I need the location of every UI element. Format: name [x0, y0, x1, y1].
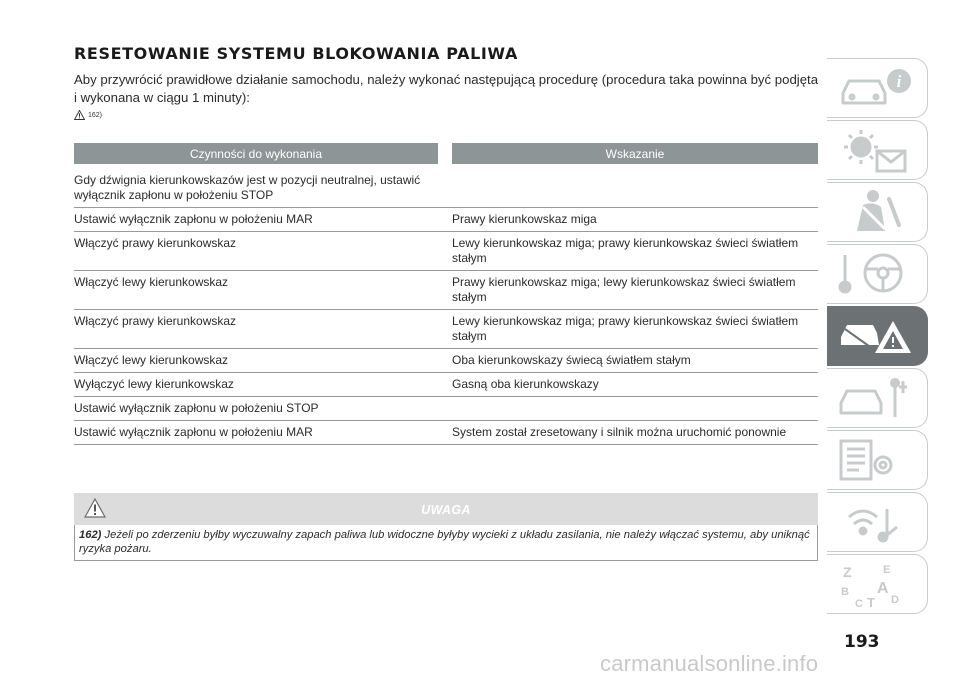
table-row — [74, 397, 818, 421]
indication-cell: Prawy kierunkowskaz miga — [452, 208, 818, 232]
alphabetical-index-icon — [833, 559, 921, 611]
action-cell: Ustawić wyłącznik zapłonu w położeniu STOP — [74, 397, 438, 421]
car-info-icon — [833, 63, 921, 115]
action-cell: Ustawić wyłącznik zapłonu w położeniu MAR — [74, 208, 438, 232]
page-number: 193 — [844, 632, 880, 652]
tab-starting-driving[interactable] — [827, 244, 928, 304]
note-reference[interactable] — [74, 110, 102, 120]
svg-text:D: D — [891, 594, 899, 606]
car-maintenance-icon — [833, 373, 921, 425]
indication-cell: Gasną oba kierunkowskazy — [452, 373, 818, 397]
note-reference-label: 162) — [88, 111, 103, 119]
indication-cell — [452, 164, 818, 208]
action-cell: Ustawić wyłącznik zapłonu w położeniu MAR — [74, 421, 438, 445]
tab-maintenance[interactable] — [827, 368, 928, 428]
lights-message-icon — [833, 125, 921, 177]
svg-text:B: B — [841, 586, 849, 598]
technical-data-icon — [833, 435, 921, 487]
warning-box — [74, 493, 818, 561]
indication-cell: Lewy kierunkowskaz miga; prawy kierunkowskaz świeci światłem stałym — [452, 310, 818, 349]
action-cell: Włączyć lewy kierunkowskaz — [74, 271, 438, 310]
svg-text:E: E — [883, 564, 891, 576]
table-row — [74, 421, 818, 445]
warning-triangle-icon — [74, 110, 85, 120]
key-steering-wheel-icon — [833, 249, 921, 301]
tab-technical-data[interactable] — [827, 430, 928, 490]
emergency-breakdown-icon — [833, 311, 921, 363]
warning-title: UWAGA — [421, 503, 471, 517]
action-cell: Włączyć prawy kierunkowskaz — [74, 310, 438, 349]
indication-cell: Prawy kierunkowskaz miga; lewy kierunkowskaz świeci światłem stałym — [452, 271, 818, 310]
watermark: carmanualsonline.info — [600, 651, 819, 676]
indication-cell: Oba kierunkowskazy świecą światłem stałym — [452, 349, 818, 373]
table-row — [74, 164, 818, 208]
svg-text:C: C — [855, 598, 863, 610]
warning-text — [74, 525, 818, 561]
section-title: RESETOWANIE SYSTEMU BLOKOWANIA PALIWA — [74, 44, 518, 63]
tab-emergency[interactable] — [827, 306, 928, 366]
intro-paragraph: Aby przywrócić prawidłowe działanie samochodu, należy wykonać następującą procedurę (procedura taka powinna być podjęta i wykonana w ciągu 1 minuty): — [74, 72, 819, 105]
multimedia-icon — [833, 497, 921, 549]
tab-multimedia[interactable] — [827, 492, 928, 552]
svg-text:T: T — [867, 595, 875, 610]
column-header-indication: Wskazanie — [452, 143, 818, 164]
indication-cell — [452, 397, 818, 421]
action-cell: Wyłączyć lewy kierunkowskaz — [74, 373, 438, 397]
svg-text:Z: Z — [843, 564, 852, 580]
table-row — [74, 310, 818, 349]
safety-seatbelt-icon — [833, 187, 921, 239]
table-row — [74, 232, 818, 271]
warning-message: Jeżeli po zderzeniu byłby wyczuwalny zapach paliwa lub widoczne byłyby wycieki z układu zasilania, nie należy włączać systemu, aby uniknąć ryzyka pożaru. — [79, 529, 810, 555]
procedure-table — [74, 143, 818, 445]
warning-header — [74, 493, 818, 525]
tab-index[interactable] — [827, 554, 928, 614]
warning-number: 162) — [79, 529, 102, 541]
indication-cell: Lewy kierunkowskaz miga; prawy kierunkowskaz świeci światłem stałym — [452, 232, 818, 271]
table-row — [74, 349, 818, 373]
table-row — [74, 271, 818, 310]
svg-text:i: i — [896, 72, 902, 91]
svg-text:A: A — [877, 580, 889, 597]
tab-car-info[interactable] — [827, 58, 928, 118]
table-row — [74, 208, 818, 232]
table-row — [74, 373, 818, 397]
tab-safety[interactable] — [827, 182, 928, 242]
indication-cell: System został zresetowany i silnik można uruchomić ponownie — [452, 421, 818, 445]
action-cell: Gdy dźwignia kierunkowskazów jest w pozycji neutralnej, ustawić wyłącznik zapłonu w położeniu STOP — [74, 164, 438, 208]
tab-lights-messages[interactable] — [827, 120, 928, 180]
column-header-actions: Czynności do wykonania — [74, 143, 438, 164]
action-cell: Włączyć lewy kierunkowskaz — [74, 349, 438, 373]
action-cell: Włączyć prawy kierunkowskaz — [74, 232, 438, 271]
